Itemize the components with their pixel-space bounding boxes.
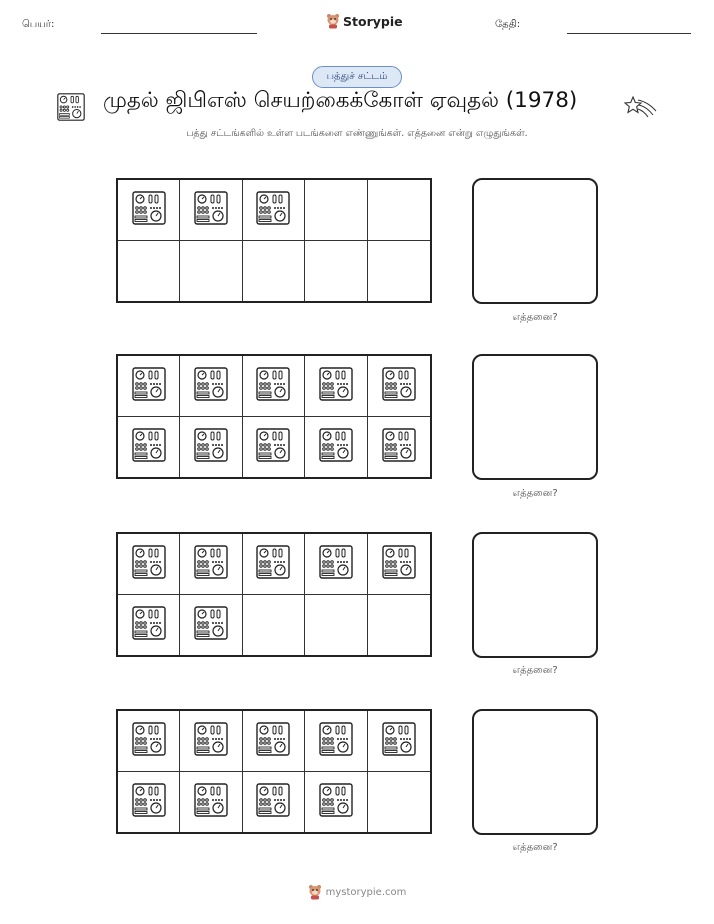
frame-cell xyxy=(243,772,305,833)
control-panel-icon xyxy=(194,191,228,229)
control-panel-icon xyxy=(256,545,290,583)
ten-frame-4 xyxy=(116,709,432,834)
control-panel-icon xyxy=(194,783,228,821)
frame-cell xyxy=(243,534,305,595)
frame-cell xyxy=(368,772,430,833)
title-row xyxy=(0,88,714,124)
frame-cell xyxy=(118,417,180,478)
control-panel-icon xyxy=(132,606,166,644)
frame-cell xyxy=(305,711,367,772)
frame-cell xyxy=(180,711,242,772)
frame-cell xyxy=(243,595,305,656)
answer-label-2: எத்தனை? xyxy=(512,488,558,499)
control-panel-icon xyxy=(256,428,290,466)
date-label: தேதி: xyxy=(495,19,521,30)
control-panel-icon xyxy=(256,191,290,229)
frame-cell xyxy=(368,417,430,478)
frame-cell xyxy=(305,417,367,478)
frame-cell xyxy=(368,356,430,417)
frame-cell xyxy=(180,356,242,417)
frame-cell xyxy=(180,241,242,302)
control-panel-icon xyxy=(256,783,290,821)
answer-label-3: எத்தனை? xyxy=(512,665,558,676)
footer-url: mystorypie.com xyxy=(325,886,407,898)
frame-cell xyxy=(180,595,242,656)
control-panel-icon xyxy=(319,428,353,466)
mascot-icon xyxy=(326,13,340,29)
control-panel-icon xyxy=(194,545,228,583)
ten-frame-1 xyxy=(116,178,432,303)
frame-cell xyxy=(368,534,430,595)
brand-name: Storypie xyxy=(343,13,403,29)
answer-box-2[interactable] xyxy=(472,354,598,480)
control-panel-icon xyxy=(382,545,416,583)
answer-box-3[interactable] xyxy=(472,532,598,658)
frame-cell xyxy=(118,772,180,833)
frame-cell xyxy=(243,180,305,241)
frame-cell xyxy=(305,241,367,302)
frame-cell xyxy=(118,356,180,417)
frame-cell xyxy=(180,772,242,833)
control-panel-icon xyxy=(132,191,166,229)
frame-cell xyxy=(243,417,305,478)
frame-cell xyxy=(118,711,180,772)
frame-cell xyxy=(243,241,305,302)
control-panel-icon xyxy=(132,367,166,405)
control-panel-icon xyxy=(382,367,416,405)
frame-cell xyxy=(118,534,180,595)
frame-cell xyxy=(243,711,305,772)
frame-cell xyxy=(368,595,430,656)
footer xyxy=(0,884,714,900)
control-panel-icon xyxy=(256,722,290,760)
control-panel-icon xyxy=(194,428,228,466)
answer-box-1[interactable] xyxy=(472,178,598,304)
control-panel-icon xyxy=(132,722,166,760)
brand-logo xyxy=(326,13,403,29)
frame-cell xyxy=(368,180,430,241)
frame-cell xyxy=(305,356,367,417)
mascot-icon xyxy=(308,884,322,900)
frame-cell xyxy=(305,180,367,241)
page-title: முதல் ஜிபிஎஸ் செயற்கைக்கோள் ஏவுதல் (1978) xyxy=(103,88,578,113)
control-panel-icon xyxy=(194,606,228,644)
control-panel-icon xyxy=(132,428,166,466)
control-panel-icon xyxy=(132,545,166,583)
answer-label-4: எத்தனை? xyxy=(512,842,558,853)
shooting-star-icon xyxy=(624,94,658,120)
answer-label-1: எத்தனை? xyxy=(512,312,558,323)
name-line[interactable] xyxy=(101,33,257,34)
frame-cell xyxy=(368,711,430,772)
control-panel-icon xyxy=(194,367,228,405)
control-panel-icon xyxy=(132,783,166,821)
control-panel-icon xyxy=(382,722,416,760)
frame-cell xyxy=(180,534,242,595)
ten-frame-3 xyxy=(116,532,432,657)
frame-cell xyxy=(305,595,367,656)
answer-box-4[interactable] xyxy=(472,709,598,835)
frame-cell xyxy=(118,241,180,302)
control-panel-icon xyxy=(319,783,353,821)
control-panel-icon xyxy=(319,722,353,760)
control-panel-icon xyxy=(256,367,290,405)
date-line[interactable] xyxy=(567,33,691,34)
frame-cell xyxy=(118,180,180,241)
frame-cell xyxy=(118,595,180,656)
control-panel-icon xyxy=(319,367,353,405)
ten-frame-2 xyxy=(116,354,432,479)
topic-badge: பத்துச் சட்டம் xyxy=(312,66,402,88)
control-panel-icon xyxy=(319,545,353,583)
frame-cell xyxy=(305,772,367,833)
control-panel-icon xyxy=(194,722,228,760)
frame-cell xyxy=(180,180,242,241)
frame-cell xyxy=(305,534,367,595)
frame-cell xyxy=(243,356,305,417)
control-panel-icon xyxy=(382,428,416,466)
frame-cell xyxy=(180,417,242,478)
name-label: பெயர்: xyxy=(22,19,55,30)
control-panel-icon xyxy=(57,93,85,121)
instructions: பத்து சட்டங்களில் உள்ள படங்களை எண்ணுங்கள். எத்தனை என்று எழுதுங்கள். xyxy=(186,128,528,139)
frame-cell xyxy=(368,241,430,302)
